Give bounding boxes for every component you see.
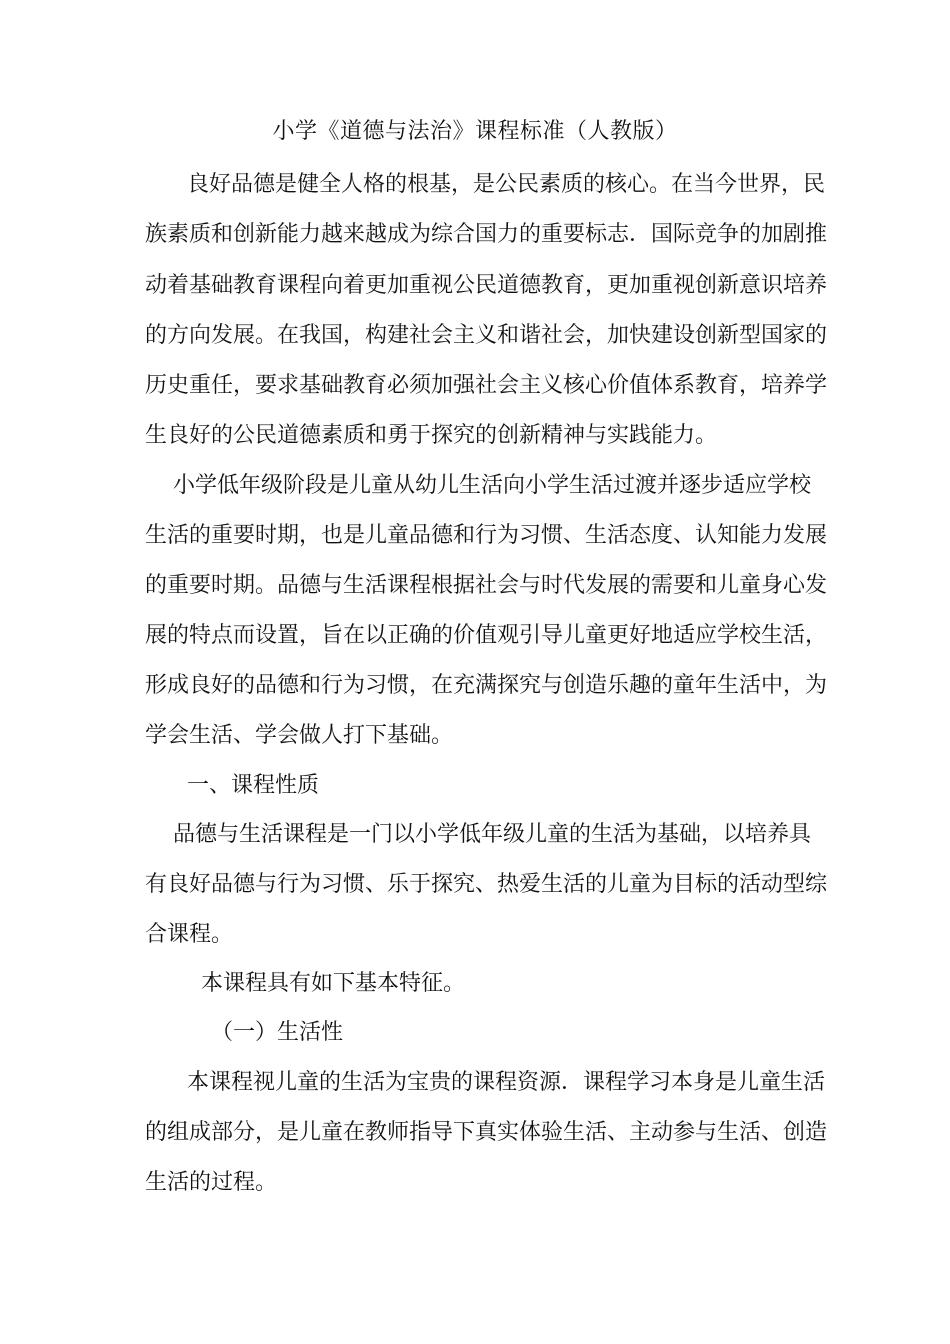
- section-heading-course-nature-line: 一、课程性质: [187, 773, 320, 798]
- life-nature-paragraph-line: 生活的过程。: [145, 1170, 278, 1195]
- course-nature-paragraph-line: 品德与生活课程是一门以小学低年级儿童的生活为基础，以培养具: [173, 822, 812, 847]
- background-paragraph-line: 学会生活、学会做人打下基础。: [145, 723, 454, 748]
- intro-paragraph-line: 动着基础教育课程向着更加重视公民道德教育，更加重视创新意识培养: [145, 273, 828, 298]
- course-nature-paragraph-line: 合课程。: [145, 922, 234, 947]
- background-paragraph-line: 小学低年级阶段是儿童从幼儿生活向小学生活过渡并逐步适应学校: [173, 473, 812, 498]
- intro-paragraph-line: 族素质和创新能力越来越成为综合国力的重要标志．国际竞争的加剧推: [145, 222, 828, 247]
- background-paragraph-line: 生活的重要时期，也是儿童品德和行为习惯、生活态度、认知能力发展: [145, 523, 828, 548]
- life-nature-paragraph-line: 本课程视儿童的生活为宝贵的课程资源．课程学习本身是儿童生活: [187, 1070, 826, 1095]
- intro-paragraph-line: 历史重任，要求基础教育必须加强社会主义核心价值体系教育，培养学: [145, 373, 828, 398]
- background-paragraph-line: 的重要时期。品德与生活课程根据社会与时代发展的需要和儿童身心发: [145, 573, 828, 598]
- background-paragraph-line: 形成良好的品德和行为习惯，在充满探究与创造乐趣的童年生活中，为: [145, 673, 828, 698]
- document-title: 小学《道德与法治》课程标准（人教版）: [272, 119, 678, 144]
- features-intro-line: 本课程具有如下基本特征。: [201, 971, 466, 996]
- background-paragraph-line: 展的特点而设置，旨在以正确的价值观引导儿童更好地适应学校生活，: [145, 623, 828, 648]
- subheading-life-nature-line: （一）生活性: [211, 1020, 344, 1045]
- intro-paragraph-line: 生良好的公民道德素质和勇于探究的创新精神与实践能力。: [145, 423, 718, 448]
- intro-paragraph-line: 良好品德是健全人格的根基，是公民素质的核心。在当今世界，民: [187, 172, 826, 197]
- life-nature-paragraph-line: 的组成部分，是儿童在教师指导下真实体验生活、主动参与生活、创造: [145, 1120, 828, 1145]
- intro-paragraph-line: 的方向发展。在我国，构建社会主义和谐社会，加快建设创新型国家的: [145, 323, 828, 348]
- course-nature-paragraph-line: 有良好品德与行为习惯、乐于探究、热爱生活的儿童为目标的活动型综: [145, 872, 828, 897]
